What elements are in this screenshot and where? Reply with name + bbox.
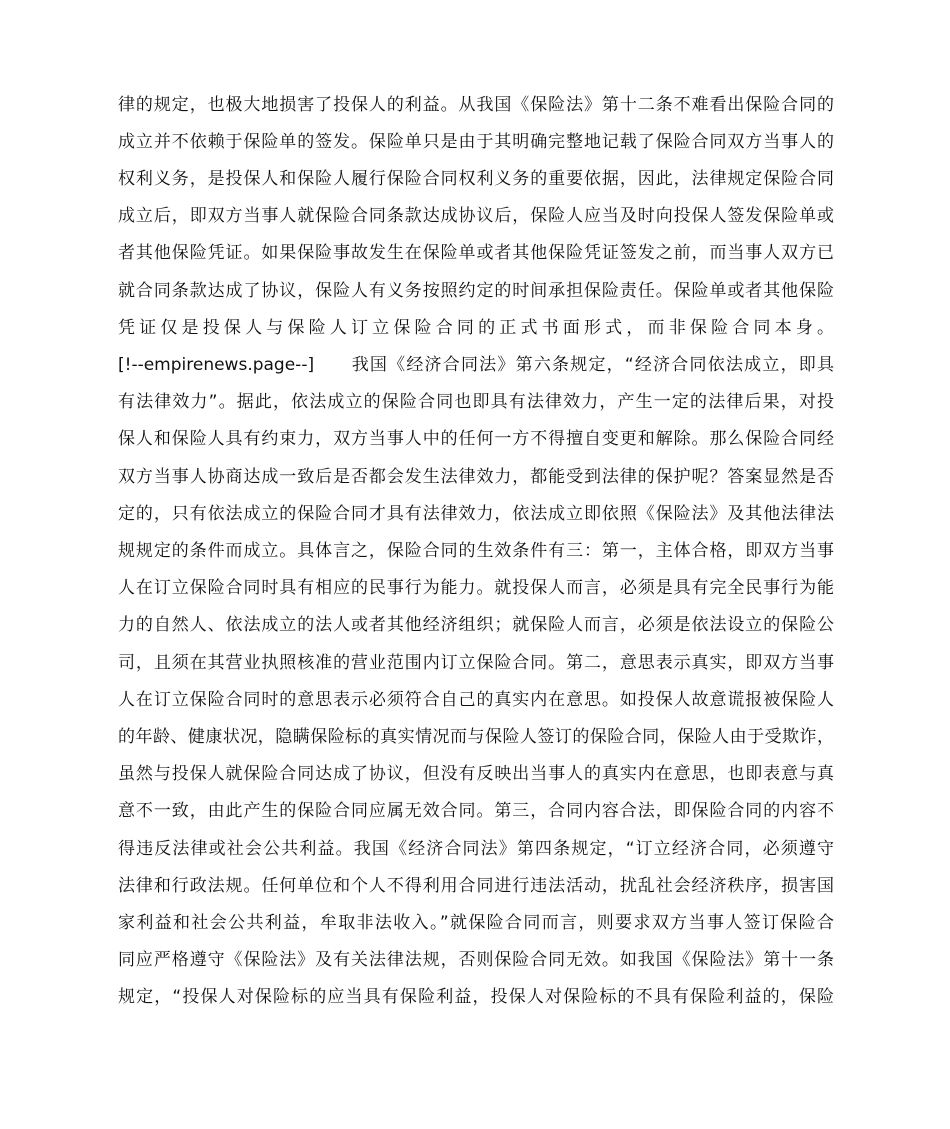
body-text-line: 律的规定，也极大地损害了投保人的利益。从我国《保险法》第十二条不难看出保险合同的: [118, 95, 834, 115]
body-text-line: 法律和行政法规。任何单位和个人不得利用合同进行违法活动，扰乱社会经济秩序，损害国: [118, 876, 834, 896]
body-text-line: 人在订立保险合同时的意思表示必须符合自己的真实内在意思。如投保人故意谎报被保险人: [118, 690, 834, 710]
body-text-line: 保人和保险人具有约束力，双方当事人中的任何一方不得擅自变更和解除。那么保险合同经: [118, 429, 834, 449]
body-text-line: 就合同条款达成了协议，保险人有义务按照约定的时间承担保险责任。保险单或者其他保险: [118, 281, 834, 301]
body-text-line: 成立后，即双方当事人就保险合同条款达成协议后，保险人应当及时向投保人签发保险单或: [118, 206, 834, 226]
body-text-line: 力的自然人、依法成立的法人或者其他经济组织；就保险人而言，必须是依法设立的保险公: [118, 615, 834, 635]
body-text-line: 凭证仅是投保人与保险人订立保险合同的正式书面形式，而非保险合同本身。: [118, 318, 834, 338]
body-text-line: 规定，“投保人对保险标的应当具有保险利益，投保人对保险标的不具有保险利益的，保险: [118, 987, 834, 1007]
body-text-line: 家利益和社会公共利益，牟取非法收入。”就保险合同而言，则要求双方当事人签订保险合: [118, 913, 834, 933]
body-text-line: 的年龄、健康状况，隐瞒保险标的真实情况而与保险人签订的保险合同，保险人由于受欺诈，: [118, 727, 834, 747]
body-text-line: 得违反法律或社会公共利益。我国《经济合同法》第四条规定，“订立经济合同，必须遵守: [118, 839, 834, 859]
body-text-line: 者其他保险凭证。如果保险事故发生在保险单或者其他保险凭证签发之前，而当事人双方已: [118, 243, 834, 263]
body-text-line: 人在订立保险合同时具有相应的民事行为能力。就投保人而言，必须是具有完全民事行为能: [118, 578, 834, 598]
body-text-line: 权利义务，是投保人和保险人履行保险合同权利义务的重要依据，因此，法律规定保险合同: [118, 169, 834, 189]
body-text-line: 有法律效力”。据此，依法成立的保险合同也即具有法律效力，产生一定的法律后果，对投: [118, 392, 834, 412]
body-text-line: 同应严格遵守《保险法》及有关法律法规，否则保险合同无效。如我国《保险法》第十一条: [118, 950, 834, 970]
body-text-line: 规规定的条件而成立。具体言之，保险合同的生效条件有三：第一，主体合格，即双方当事: [118, 541, 834, 561]
body-text-line: 司，且须在其营业执照核准的营业范围内订立保险合同。第二，意思表示真实，即双方当事: [118, 653, 834, 673]
body-text-line: 双方当事人协商达成一致后是否都会发生法律效力，都能受到法律的保护呢？答案显然是否: [118, 467, 834, 487]
body-text-line: 定的，只有依法成立的保险合同才具有法律效力，依法成立即依照《保险法》及其他法律法: [118, 504, 834, 524]
body-text-line: 虽然与投保人就保险合同达成了协议，但没有反映出当事人的真实内在意思，也即表意与真: [118, 764, 834, 784]
body-text-line: [!--empirenews.page--] 我国《经济合同法》第六条规定，“经济合同依法成立，即具: [118, 355, 834, 375]
body-text-line: 意不一致，由此产生的保险合同应属无效合同。第三，合同内容合法，即保险合同的内容不: [118, 801, 834, 821]
body-text-line: 成立并不依赖于保险单的签发。保险单只是由于其明确完整地记载了保险合同双方当事人的: [118, 132, 834, 152]
